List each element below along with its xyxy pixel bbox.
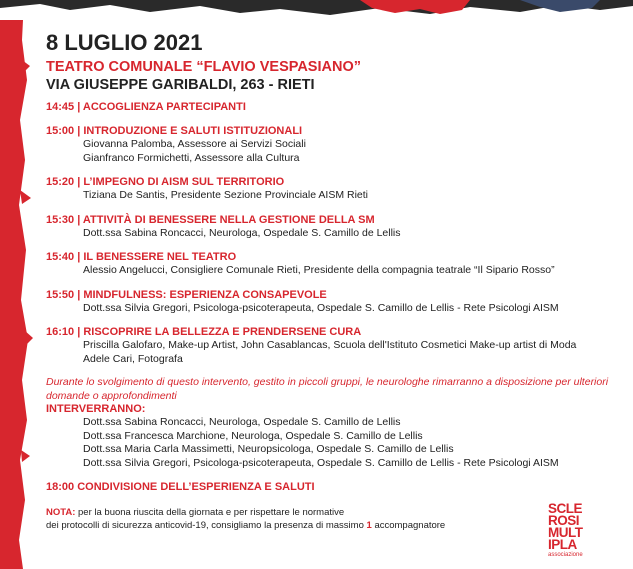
group-session-note: Durante lo svolgimento di questo intervento, gestito in piccoli gruppi, le neurologhe rimarranno a disposizione per ulteriori domande o approfondimenti bbox=[46, 376, 609, 402]
program-item bbox=[46, 175, 626, 203]
intervention-line: Dott.ssa Maria Carla Massimetti, Neuropsicologa, Ospedale S. Camillo de Lellis bbox=[83, 443, 454, 455]
program-list bbox=[46, 100, 626, 366]
aism-logo bbox=[548, 503, 600, 559]
footnote-text: accompagnatore bbox=[371, 520, 446, 531]
program-item-title: 16:10 | RISCOPRIRE LA BELLEZZA E PRENDERSENE CURA bbox=[46, 326, 362, 338]
program-item bbox=[46, 213, 626, 241]
program-item bbox=[46, 124, 626, 165]
logo-row: MULT bbox=[548, 525, 583, 540]
speaker-line: Alessio Angelucci, Consigliere Comunale Rieti, Presidente della compagnia teatrale “Il Sipario Rosso” bbox=[83, 264, 555, 276]
logo-row: SCLE bbox=[548, 501, 583, 516]
program-item bbox=[46, 288, 626, 316]
footnote-text: dei protocolli di sicurezza anticovid-19, consigliamo la presenza di massimo bbox=[46, 520, 367, 531]
footnote bbox=[46, 506, 626, 532]
program-item-title: 15:00 | INTRODUZIONE E SALUTI ISTITUZIONALI bbox=[46, 125, 303, 137]
program-item-title: 15:20 | L’IMPEGNO DI AISM SUL TERRITORIO bbox=[46, 176, 285, 188]
logo-row: ROSI bbox=[548, 513, 580, 528]
interventions-heading: INTERVERRANNO: bbox=[46, 403, 146, 415]
footnote-number: 1 bbox=[366, 520, 372, 531]
program-item-title: 14:45 | ACCOGLIENZA PARTECIPANTI bbox=[46, 101, 246, 113]
intervention-line: Dott.ssa Silvia Gregori, Psicologa-psicoterapeuta, Ospedale S. Camillo de Lellis - Rete Psicologi AISM bbox=[83, 456, 559, 469]
footnote-text: per la buona riuscita della giornata e per rispettare le normative bbox=[75, 507, 345, 518]
event-venue: TEATRO COMUNALE “FLAVIO VESPASIANO” bbox=[46, 59, 361, 75]
footnote-label: NOTA: bbox=[46, 507, 76, 518]
intervention-line: Dott.ssa Sabina Roncacci, Neurologa, Ospedale S. Camillo de Lellis bbox=[83, 416, 401, 428]
speaker-line: Gianfranco Formichetti, Assessore alla Cultura bbox=[83, 151, 300, 164]
program-item bbox=[46, 250, 626, 278]
footnote-line-1 bbox=[46, 506, 626, 519]
program-document bbox=[46, 30, 626, 532]
program-item-title: 15:30 | ATTIVITÀ DI BENESSERE NELLA GESTIONE DELLA SM bbox=[46, 213, 375, 226]
speaker-line: Tiziana De Santis, Presidente Sezione Provinciale AISM Rieti bbox=[83, 189, 368, 201]
speaker-line: Dott.ssa Silvia Gregori, Psicologa-psicoterapeuta, Ospedale S. Camillo de Lellis - Rete Psicologi AISM bbox=[83, 301, 559, 314]
program-item bbox=[46, 325, 626, 366]
red-brush-edge bbox=[0, 0, 40, 569]
closing-item: 18:00 CONDIVISIONE DELL’ESPERIENZA E SALUTI bbox=[46, 481, 315, 493]
speaker-line: Priscilla Galofaro, Make-up Artist, John Casablancas, Scuola dell'Istituto Cosmetici Make-up artist di Moda bbox=[83, 339, 577, 351]
event-address: VIA GIUSEPPE GARIBALDI, 263 - RIETI bbox=[46, 77, 315, 93]
event-date: 8 LUGLIO 2021 bbox=[46, 30, 203, 55]
program-item-title: 15:40 | IL BENESSERE NEL TEATRO bbox=[46, 251, 237, 263]
intervention-line: Dott.ssa Francesca Marchione, Neurologa, Ospedale S. Camillo de Lellis bbox=[83, 429, 423, 442]
logo-row: IPLA bbox=[548, 537, 577, 552]
program-item bbox=[46, 100, 626, 114]
speaker-line: Adele Cari, Fotografa bbox=[83, 352, 183, 365]
logo-subtitle: associazione bbox=[548, 552, 583, 558]
speaker-line: Dott.ssa Sabina Roncacci, Neurologa, Ospedale S. Camillo de Lellis bbox=[83, 226, 401, 239]
top-photo-band bbox=[0, 0, 633, 26]
speaker-line: Giovanna Palomba, Assessore ai Servizi Sociali bbox=[83, 138, 306, 150]
program-item-title: 15:50 | MINDFULNESS: ESPERIENZA CONSAPEVOLE bbox=[46, 288, 327, 301]
footnote-line-2 bbox=[46, 519, 626, 532]
